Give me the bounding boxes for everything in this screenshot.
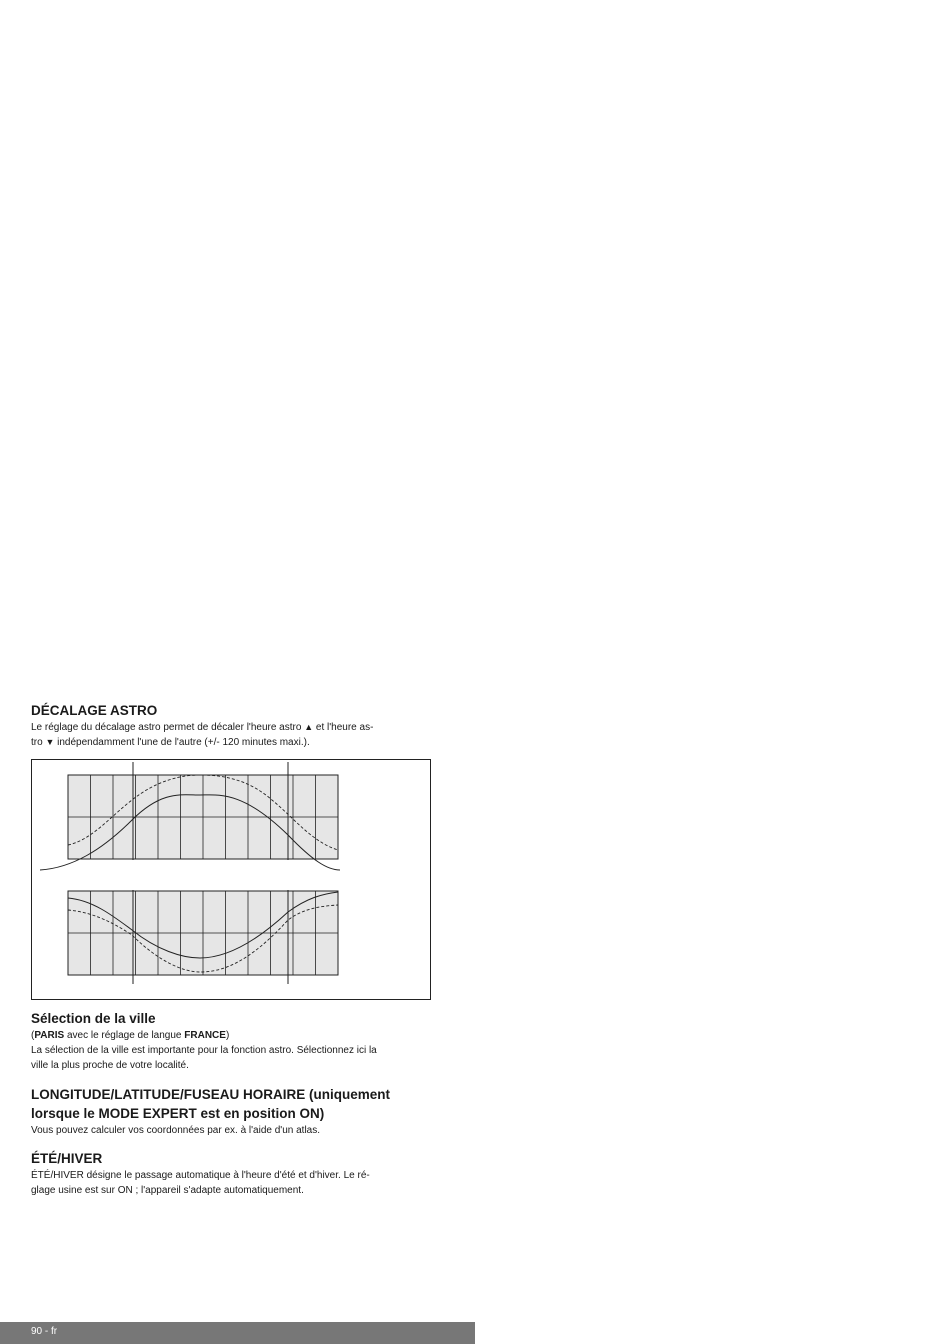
text-segment: tro [31, 737, 46, 748]
paragraph-coordinates: Vous pouvez calculer vos coordonnées par ex. à l'aide d'un atlas. [31, 1125, 320, 1136]
text-segment: ) [225, 1030, 230, 1041]
triangle-up-icon: ▲ [304, 722, 314, 732]
text-line: ville la plus proche de votre localité. [31, 1060, 189, 1071]
title-line: lorsque le MODE EXPERT est en position ON) [31, 1106, 325, 1121]
page-number: 90 - fr [31, 1326, 58, 1337]
text-segment: avec le réglage de langue [64, 1030, 185, 1041]
section-decalage-astro [31, 702, 431, 750]
text-line: La sélection de la ville est importante pour la fonction astro. Sélectionnez ici la [31, 1045, 377, 1056]
footer-bar [0, 1322, 475, 1344]
paragraph-ville-note [31, 1028, 431, 1043]
language-name: FRANCE [184, 1030, 226, 1041]
astro-offset-diagram-svg [32, 760, 430, 999]
section-title-ete-hiver: ÉTÉ/HIVER [31, 1151, 103, 1166]
city-name: PARIS [34, 1030, 65, 1041]
section-title-longitude-latitude [31, 1085, 431, 1123]
paragraph-ville-body [31, 1043, 431, 1073]
text-line: glage usine est sur ON ; l'appareil s'adapte automatiquement. [31, 1185, 304, 1196]
paragraph-ete-hiver [31, 1168, 431, 1198]
triangle-down-icon: ▼ [45, 737, 55, 747]
section-longitude-latitude [31, 1085, 431, 1138]
title-line: LONGITUDE/LATITUDE/FUSEAU HORAIRE (uniquement [31, 1087, 390, 1102]
text-segment: et l'heure as- [313, 722, 374, 733]
text-line: ÉTÉ/HIVER désigne le passage automatique à l'heure d'été et d'hiver. Le ré- [31, 1170, 370, 1181]
section-selection-ville [31, 1010, 431, 1073]
grid-top [68, 775, 338, 859]
section-ete-hiver [31, 1150, 431, 1198]
grid-bottom [68, 891, 338, 975]
text-segment: Le réglage du décalage astro permet de décaler l'heure astro [31, 722, 305, 733]
paragraph-decalage-astro [31, 720, 431, 750]
text-segment: indépendamment l'une de l'autre (+/- 120 minutes maxi.). [54, 737, 310, 748]
text-segment: ( [31, 1030, 35, 1041]
astro-offset-diagram [31, 759, 431, 1000]
section-title-selection-ville: Sélection de la ville [31, 1011, 156, 1026]
section-title-decalage-astro: DÉCALAGE ASTRO [31, 703, 158, 718]
